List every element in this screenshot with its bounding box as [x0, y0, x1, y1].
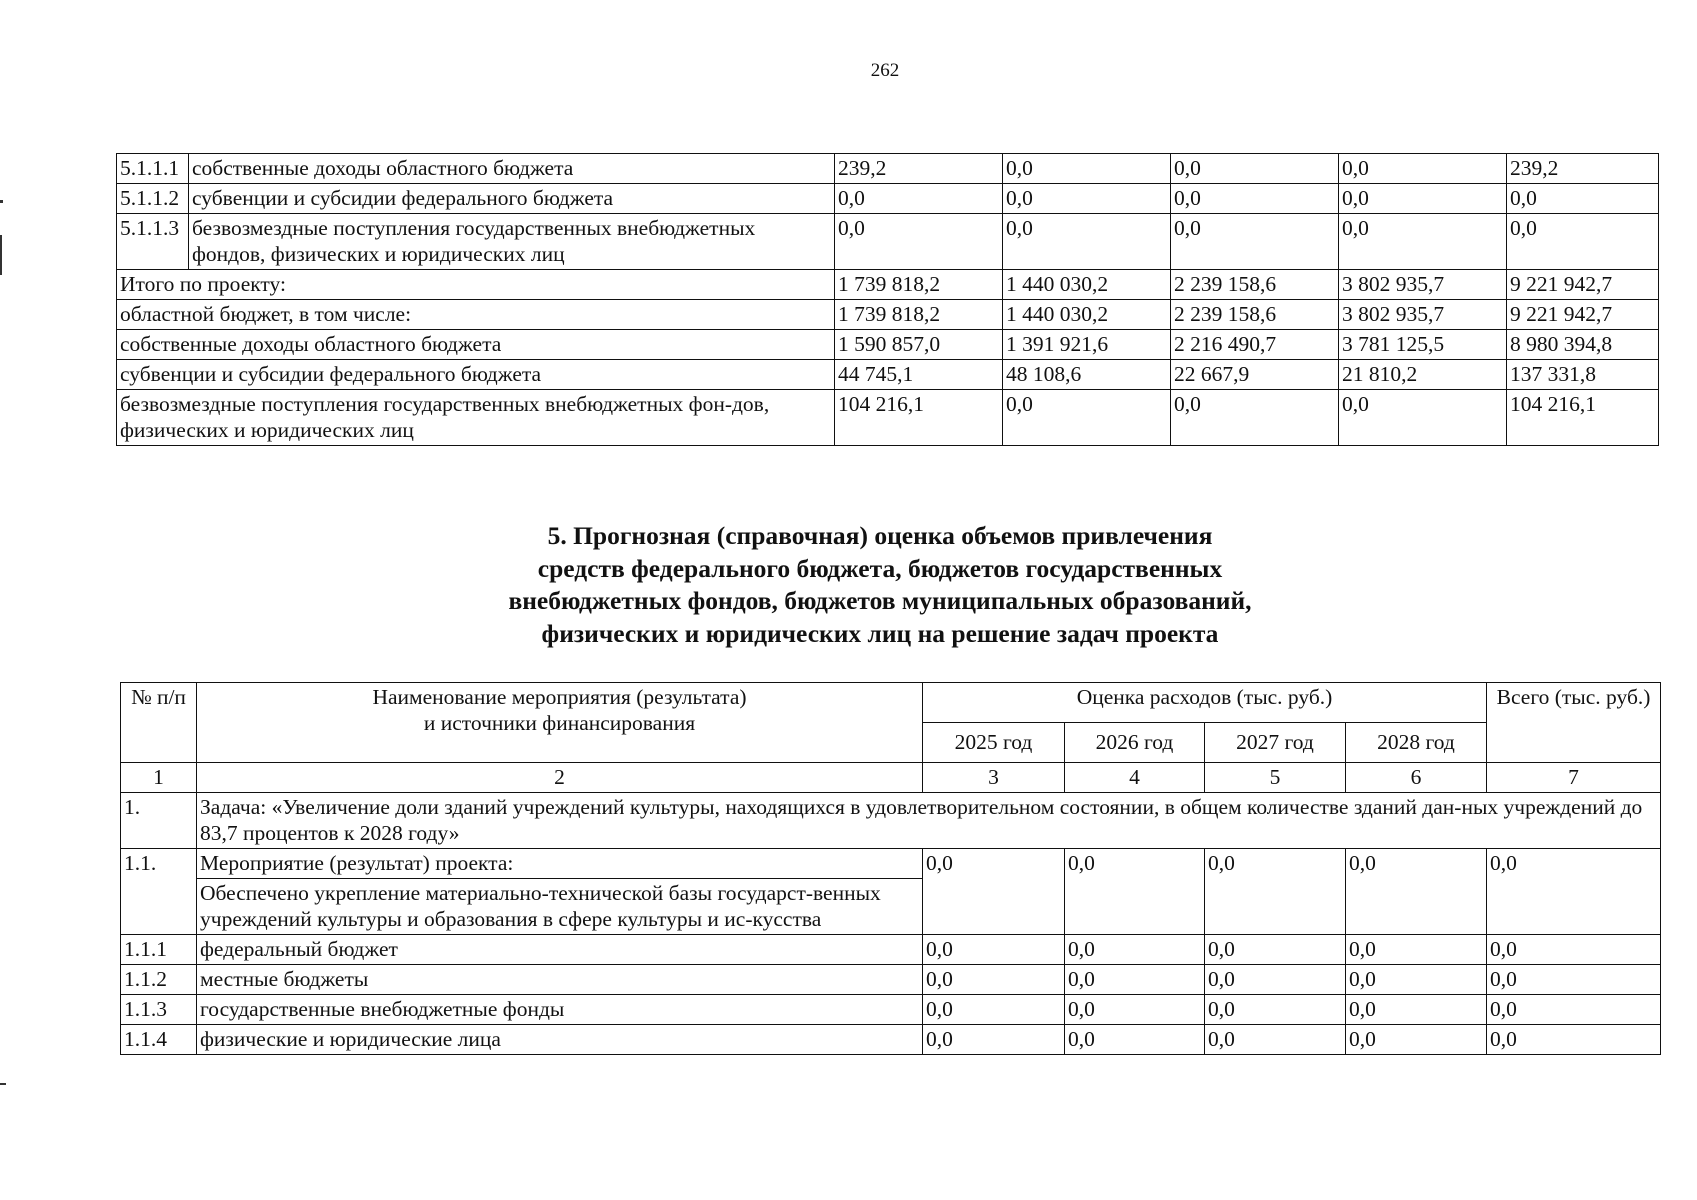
value-2028: 0,0 — [1339, 214, 1507, 270]
total-row — [117, 270, 1659, 300]
row-name: физические и юридические лица — [197, 1025, 923, 1055]
header-name-line: Наименование мероприятия (результата) — [372, 685, 747, 709]
total-label: субвенции и субсидии федерального бюджета — [117, 360, 835, 390]
value-2026: 0,0 — [1003, 154, 1171, 184]
heading-line: физических и юридических лиц на решение задач проекта — [541, 618, 1219, 648]
value-total: 0,0 — [1487, 965, 1661, 995]
header-year-2028: 2028 год — [1346, 723, 1487, 763]
measure-row — [121, 849, 1661, 879]
row-code: 1.1.2 — [121, 965, 197, 995]
row-name: субвенции и субсидии федерального бюджета — [189, 184, 835, 214]
value-2026: 0,0 — [1065, 965, 1205, 995]
value-total: 9 221 942,7 — [1507, 270, 1659, 300]
column-number: 6 — [1346, 763, 1487, 793]
value-total: 9 221 942,7 — [1507, 300, 1659, 330]
heading-line: 5. Прогнозная (справочная) оценка объемов привлечения — [547, 521, 1213, 550]
table-row — [121, 965, 1661, 995]
value-2025: 0,0 — [923, 965, 1065, 995]
value-2028: 0,0 — [1339, 390, 1507, 446]
value-2026: 0,0 — [1065, 849, 1205, 935]
value-2027: 22 667,9 — [1171, 360, 1339, 390]
row-code: 1.1.3 — [121, 995, 197, 1025]
header-year-2026: 2026 год — [1065, 723, 1205, 763]
header-name — [197, 683, 923, 763]
value-2025: 0,0 — [923, 935, 1065, 965]
total-row — [117, 360, 1659, 390]
value-2026: 0,0 — [1003, 390, 1171, 446]
value-total: 0,0 — [1487, 1025, 1661, 1055]
value-2027: 0,0 — [1171, 154, 1339, 184]
column-number: 3 — [923, 763, 1065, 793]
scan-margin-mark — [0, 1083, 6, 1085]
value-2025: 0,0 — [923, 995, 1065, 1025]
value-total: 0,0 — [1487, 935, 1661, 965]
row-code: 5.1.1.3 — [117, 214, 189, 270]
value-total: 0,0 — [1507, 214, 1659, 270]
heading-line: внебюджетных фондов, бюджетов муниципальных образований, — [508, 586, 1252, 615]
column-number: 2 — [197, 763, 923, 793]
value-2027: 2 239 158,6 — [1171, 300, 1339, 330]
value-total: 0,0 — [1507, 184, 1659, 214]
task-code: 1. — [121, 793, 197, 849]
header-year-2027: 2027 год — [1205, 723, 1346, 763]
value-2026: 0,0 — [1003, 184, 1171, 214]
value-2027: 0,0 — [1205, 1025, 1346, 1055]
funding-table-continued — [116, 153, 1659, 446]
table-row — [121, 995, 1661, 1025]
value-2028: 0,0 — [1346, 849, 1487, 935]
value-2027: 0,0 — [1205, 849, 1346, 935]
value-2025: 0,0 — [923, 1025, 1065, 1055]
value-2027: 0,0 — [1171, 184, 1339, 214]
value-2027: 0,0 — [1171, 390, 1339, 446]
value-2025: 1 739 818,2 — [835, 300, 1003, 330]
row-name: государственные внебюджетные фонды — [197, 995, 923, 1025]
value-2025: 0,0 — [923, 849, 1065, 935]
value-2028: 0,0 — [1346, 995, 1487, 1025]
value-2026: 0,0 — [1065, 995, 1205, 1025]
value-2025: 1 739 818,2 — [835, 270, 1003, 300]
header-number: № п/п — [121, 683, 197, 763]
value-total: 137 331,8 — [1507, 360, 1659, 390]
header-estimate: Оценка расходов (тыс. руб.) — [923, 683, 1487, 723]
value-2025: 44 745,1 — [835, 360, 1003, 390]
row-name: безвозмездные поступления государственных внебюджетных фондов, физических и юридических лиц — [189, 214, 835, 270]
value-total: 0,0 — [1487, 849, 1661, 935]
column-number: 7 — [1487, 763, 1661, 793]
task-row — [121, 793, 1661, 849]
row-code: 5.1.1.1 — [117, 154, 189, 184]
task-text: Задача: «Увеличение доли зданий учреждений культуры, находящихся в удовлетворительном состоянии, в общем количестве зданий дан-ных учреждений до 83,7 процентов к 2028 году» — [197, 793, 1661, 849]
value-2026: 0,0 — [1003, 214, 1171, 270]
value-2025: 239,2 — [835, 154, 1003, 184]
column-numbers-row — [121, 763, 1661, 793]
total-row — [117, 300, 1659, 330]
total-label: Итого по проекту: — [117, 270, 835, 300]
row-name: собственные доходы областного бюджета — [189, 154, 835, 184]
column-number: 1 — [121, 763, 197, 793]
value-2028: 0,0 — [1339, 184, 1507, 214]
measure-code: 1.1. — [121, 849, 197, 935]
value-2026: 1 440 030,2 — [1003, 270, 1171, 300]
header-year-2025: 2025 год — [923, 723, 1065, 763]
value-2028: 3 802 935,7 — [1339, 300, 1507, 330]
value-2027: 2 239 158,6 — [1171, 270, 1339, 300]
total-label: собственные доходы областного бюджета — [117, 330, 835, 360]
table-row — [117, 214, 1659, 270]
value-2028: 21 810,2 — [1339, 360, 1507, 390]
forecast-funding-table — [120, 682, 1661, 1055]
table-row — [121, 935, 1661, 965]
value-2027: 0,0 — [1205, 965, 1346, 995]
value-2028: 0,0 — [1346, 1025, 1487, 1055]
value-total: 104 216,1 — [1507, 390, 1659, 446]
measure-description: Обеспечено укрепление материально-технической базы государст-венных учреждений культуры и образования в сфере культуры и ис-кусства — [197, 879, 923, 935]
value-2025: 1 590 857,0 — [835, 330, 1003, 360]
value-2025: 104 216,1 — [835, 390, 1003, 446]
value-2028: 0,0 — [1339, 154, 1507, 184]
heading-line: средств федерального бюджета, бюджетов государственных — [537, 553, 1223, 583]
value-2026: 1 440 030,2 — [1003, 300, 1171, 330]
value-2026: 1 391 921,6 — [1003, 330, 1171, 360]
value-2028: 3 802 935,7 — [1339, 270, 1507, 300]
value-2028: 3 781 125,5 — [1339, 330, 1507, 360]
value-2026: 0,0 — [1065, 1025, 1205, 1055]
value-2025: 0,0 — [835, 214, 1003, 270]
total-row — [117, 330, 1659, 360]
value-2028: 0,0 — [1346, 965, 1487, 995]
total-label: областной бюджет, в том числе: — [117, 300, 835, 330]
row-name: местные бюджеты — [197, 965, 923, 995]
value-2027: 0,0 — [1205, 935, 1346, 965]
header-name-line: и источники финансирования — [423, 711, 696, 735]
column-number: 5 — [1205, 763, 1346, 793]
value-2028: 0,0 — [1346, 935, 1487, 965]
column-number: 4 — [1065, 763, 1205, 793]
header-row — [121, 683, 1661, 723]
row-code: 1.1.4 — [121, 1025, 197, 1055]
value-2027: 0,0 — [1171, 214, 1339, 270]
value-2026: 48 108,6 — [1003, 360, 1171, 390]
row-name: федеральный бюджет — [197, 935, 923, 965]
value-total: 8 980 394,8 — [1507, 330, 1659, 360]
page-number: 262 — [870, 60, 900, 81]
value-2027: 2 216 490,7 — [1171, 330, 1339, 360]
value-total: 239,2 — [1507, 154, 1659, 184]
row-code: 5.1.1.2 — [117, 184, 189, 214]
measure-label: Мероприятие (результат) проекта: — [197, 849, 923, 879]
total-row — [117, 390, 1659, 446]
table-row — [121, 1025, 1661, 1055]
scan-margin-mark — [0, 200, 3, 203]
value-2026: 0,0 — [1065, 935, 1205, 965]
table-row — [117, 184, 1659, 214]
section-heading — [300, 520, 1460, 650]
value-2027: 0,0 — [1205, 995, 1346, 1025]
value-total: 0,0 — [1487, 995, 1661, 1025]
scan-margin-mark — [0, 235, 2, 275]
total-label: безвозмездные поступления государственных внебюджетных фон-дов, физических и юридических лиц — [117, 390, 835, 446]
value-2025: 0,0 — [835, 184, 1003, 214]
header-total: Всего (тыс. руб.) — [1487, 683, 1661, 763]
row-code: 1.1.1 — [121, 935, 197, 965]
table-row — [117, 154, 1659, 184]
